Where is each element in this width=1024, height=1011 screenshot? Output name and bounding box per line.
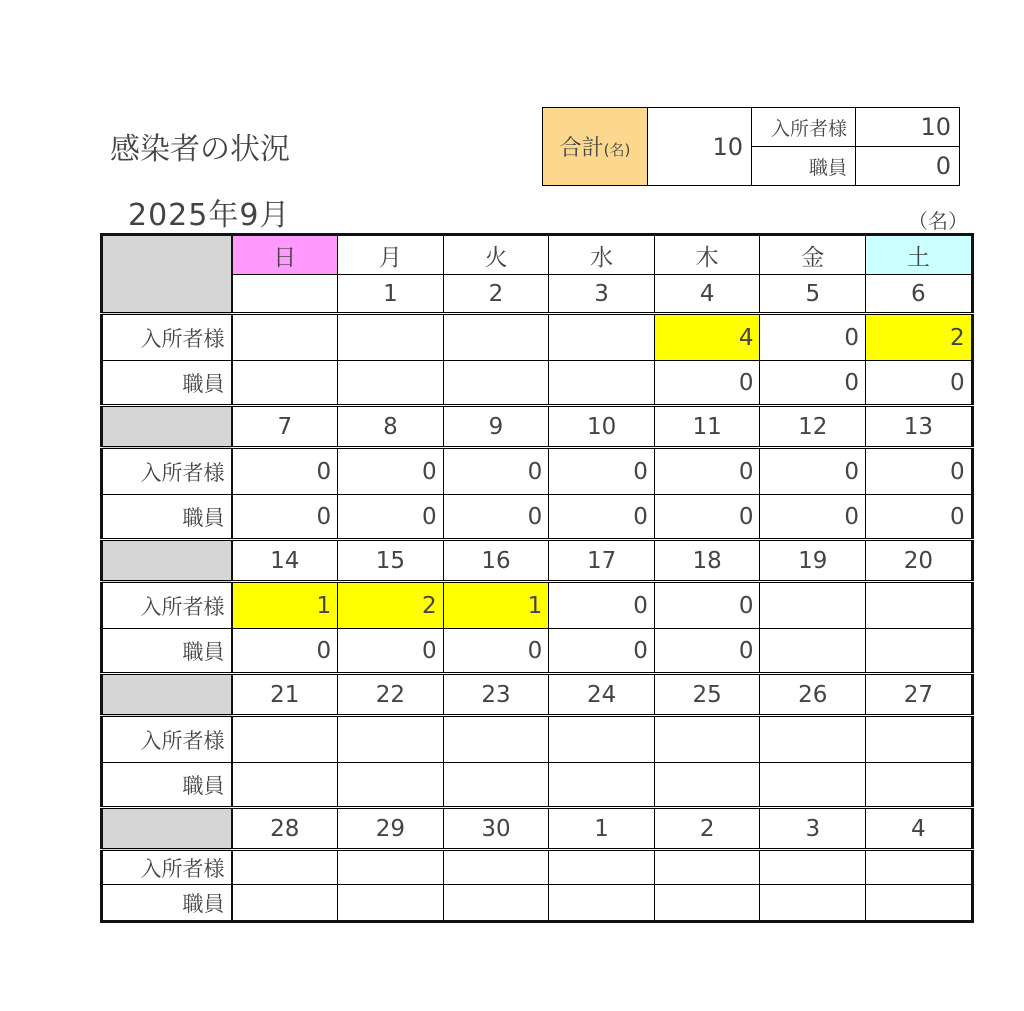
date-cell: 25 xyxy=(654,674,760,716)
staff-count-cell[interactable]: 0 xyxy=(760,495,866,540)
residents-count-cell[interactable] xyxy=(443,850,549,885)
residents-label: 入所者様 xyxy=(102,850,232,885)
staff-count-cell[interactable]: 0 xyxy=(549,495,655,540)
staff-count-cell[interactable]: 0 xyxy=(866,361,973,406)
date-cell: 7 xyxy=(232,406,338,448)
residents-count-cell[interactable] xyxy=(338,716,444,763)
residents-count-cell[interactable]: 0 xyxy=(549,448,655,495)
date-cell: 6 xyxy=(866,275,973,314)
staff-count-cell[interactable] xyxy=(443,361,549,406)
residents-count-cell[interactable]: 0 xyxy=(654,448,760,495)
residents-count-cell[interactable]: 0 xyxy=(760,448,866,495)
total-label: 合計 xyxy=(559,136,604,161)
staff-count-cell[interactable]: 0 xyxy=(232,495,338,540)
residents-count-cell[interactable]: 2 xyxy=(338,582,444,629)
residents-count-cell[interactable]: 0 xyxy=(443,448,549,495)
summary-residents-label: 入所者様 xyxy=(752,108,856,147)
header-corner-cell xyxy=(102,235,232,314)
residents-count-cell[interactable] xyxy=(760,850,866,885)
staff-count-cell[interactable]: 0 xyxy=(338,629,444,674)
weekday-header: 火 xyxy=(443,235,549,275)
date-cell: 8 xyxy=(338,406,444,448)
staff-count-cell[interactable]: 0 xyxy=(654,361,760,406)
staff-count-cell[interactable]: 0 xyxy=(549,629,655,674)
staff-count-cell[interactable] xyxy=(760,763,866,808)
date-cell: 14 xyxy=(232,540,338,582)
date-cell: 10 xyxy=(549,406,655,448)
residents-count-cell[interactable] xyxy=(654,716,760,763)
staff-count-cell[interactable] xyxy=(549,361,655,406)
staff-count-cell[interactable]: 0 xyxy=(443,495,549,540)
week-header-cell xyxy=(102,406,232,448)
date-cell: 3 xyxy=(760,808,866,850)
residents-count-cell[interactable] xyxy=(866,582,973,629)
residents-count-cell[interactable] xyxy=(338,850,444,885)
date-cell: 24 xyxy=(549,674,655,716)
residents-count-cell[interactable] xyxy=(866,850,973,885)
date-cell: 26 xyxy=(760,674,866,716)
residents-count-cell[interactable] xyxy=(760,716,866,763)
staff-count-cell[interactable] xyxy=(549,763,655,808)
date-cell: 2 xyxy=(443,275,549,314)
residents-count-cell[interactable]: 0 xyxy=(338,448,444,495)
total-value[interactable]: 10 xyxy=(648,108,752,186)
date-cell: 16 xyxy=(443,540,549,582)
staff-count-cell[interactable] xyxy=(654,763,760,808)
staff-label: 職員 xyxy=(102,495,232,540)
residents-count-cell[interactable]: 0 xyxy=(232,448,338,495)
staff-count-cell[interactable] xyxy=(232,361,338,406)
staff-count-cell[interactable] xyxy=(338,763,444,808)
staff-count-cell[interactable]: 0 xyxy=(760,361,866,406)
staff-count-cell[interactable]: 0 xyxy=(866,495,973,540)
date-cell: 3 xyxy=(549,275,655,314)
residents-count-cell[interactable]: 2 xyxy=(866,314,973,361)
weekday-header: 木 xyxy=(654,235,760,275)
date-cell: 5 xyxy=(760,275,866,314)
date-cell: 12 xyxy=(760,406,866,448)
summary-staff-label: 職員 xyxy=(752,147,856,186)
week-header-cell xyxy=(102,540,232,582)
date-cell: 17 xyxy=(549,540,655,582)
date-cell: 22 xyxy=(338,674,444,716)
date-cell: 21 xyxy=(232,674,338,716)
month-label: 2025年9月 xyxy=(128,198,291,233)
staff-count-cell[interactable] xyxy=(232,763,338,808)
residents-count-cell[interactable]: 0 xyxy=(654,582,760,629)
weekday-header: 金 xyxy=(760,235,866,275)
total-unit: (名) xyxy=(603,141,631,159)
residents-count-cell[interactable] xyxy=(338,314,444,361)
date-cell: 28 xyxy=(232,808,338,850)
weekday-header: 日 xyxy=(232,235,338,275)
staff-count-cell[interactable] xyxy=(866,763,973,808)
summary-staff-value[interactable]: 0 xyxy=(856,147,960,186)
date-cell: 4 xyxy=(866,808,973,850)
staff-count-cell[interactable]: 0 xyxy=(654,629,760,674)
page-title: 感染者の状況 xyxy=(110,132,290,167)
residents-count-cell[interactable] xyxy=(549,716,655,763)
residents-count-cell[interactable] xyxy=(443,314,549,361)
residents-count-cell[interactable]: 1 xyxy=(232,582,338,629)
staff-count-cell[interactable] xyxy=(866,629,973,674)
staff-count-cell[interactable] xyxy=(232,885,338,922)
date-cell: 27 xyxy=(866,674,973,716)
staff-count-cell[interactable] xyxy=(866,885,973,922)
residents-count-cell[interactable] xyxy=(549,314,655,361)
residents-count-cell[interactable] xyxy=(232,850,338,885)
week-header-cell xyxy=(102,674,232,716)
staff-count-cell[interactable] xyxy=(549,885,655,922)
staff-label: 職員 xyxy=(102,885,232,922)
date-cell: 1 xyxy=(549,808,655,850)
staff-label: 職員 xyxy=(102,361,232,406)
staff-label: 職員 xyxy=(102,629,232,674)
date-cell xyxy=(232,275,338,314)
residents-count-cell[interactable] xyxy=(866,716,973,763)
unit-label: （名） xyxy=(908,209,968,233)
date-cell: 11 xyxy=(654,406,760,448)
total-label-cell xyxy=(543,108,648,186)
date-cell: 4 xyxy=(654,275,760,314)
date-cell: 30 xyxy=(443,808,549,850)
date-cell: 29 xyxy=(338,808,444,850)
staff-count-cell[interactable]: 0 xyxy=(654,495,760,540)
summary-table xyxy=(542,107,960,186)
staff-count-cell[interactable] xyxy=(338,361,444,406)
weekday-header: 水 xyxy=(549,235,655,275)
calendar-table xyxy=(100,233,974,923)
staff-count-cell[interactable] xyxy=(760,885,866,922)
residents-count-cell[interactable] xyxy=(654,850,760,885)
residents-count-cell[interactable]: 0 xyxy=(760,314,866,361)
staff-count-cell[interactable] xyxy=(338,885,444,922)
date-cell: 18 xyxy=(654,540,760,582)
date-cell: 13 xyxy=(866,406,973,448)
residents-count-cell[interactable] xyxy=(232,314,338,361)
date-cell: 19 xyxy=(760,540,866,582)
staff-count-cell[interactable] xyxy=(443,763,549,808)
date-cell: 9 xyxy=(443,406,549,448)
residents-label: 入所者様 xyxy=(102,448,232,495)
staff-label: 職員 xyxy=(102,763,232,808)
date-cell: 23 xyxy=(443,674,549,716)
residents-count-cell[interactable]: 4 xyxy=(654,314,760,361)
week-header-cell xyxy=(102,808,232,850)
date-cell: 20 xyxy=(866,540,973,582)
staff-count-cell[interactable]: 0 xyxy=(232,629,338,674)
residents-count-cell[interactable]: 0 xyxy=(549,582,655,629)
date-cell: 1 xyxy=(338,275,444,314)
residents-count-cell[interactable] xyxy=(760,582,866,629)
residents-count-cell[interactable] xyxy=(443,716,549,763)
residents-label: 入所者様 xyxy=(102,582,232,629)
staff-count-cell[interactable]: 0 xyxy=(443,629,549,674)
residents-count-cell[interactable] xyxy=(549,850,655,885)
staff-count-cell[interactable] xyxy=(654,885,760,922)
staff-count-cell[interactable] xyxy=(760,629,866,674)
date-cell: 2 xyxy=(654,808,760,850)
date-cell: 15 xyxy=(338,540,444,582)
summary-residents-value[interactable]: 10 xyxy=(856,108,960,147)
weekday-header: 月 xyxy=(338,235,444,275)
residents-count-cell[interactable]: 0 xyxy=(866,448,973,495)
residents-count-cell[interactable] xyxy=(232,716,338,763)
staff-count-cell[interactable]: 0 xyxy=(338,495,444,540)
staff-count-cell[interactable] xyxy=(443,885,549,922)
residents-label: 入所者様 xyxy=(102,716,232,763)
weekday-header: 土 xyxy=(866,235,973,275)
residents-label: 入所者様 xyxy=(102,314,232,361)
residents-count-cell[interactable]: 1 xyxy=(443,582,549,629)
